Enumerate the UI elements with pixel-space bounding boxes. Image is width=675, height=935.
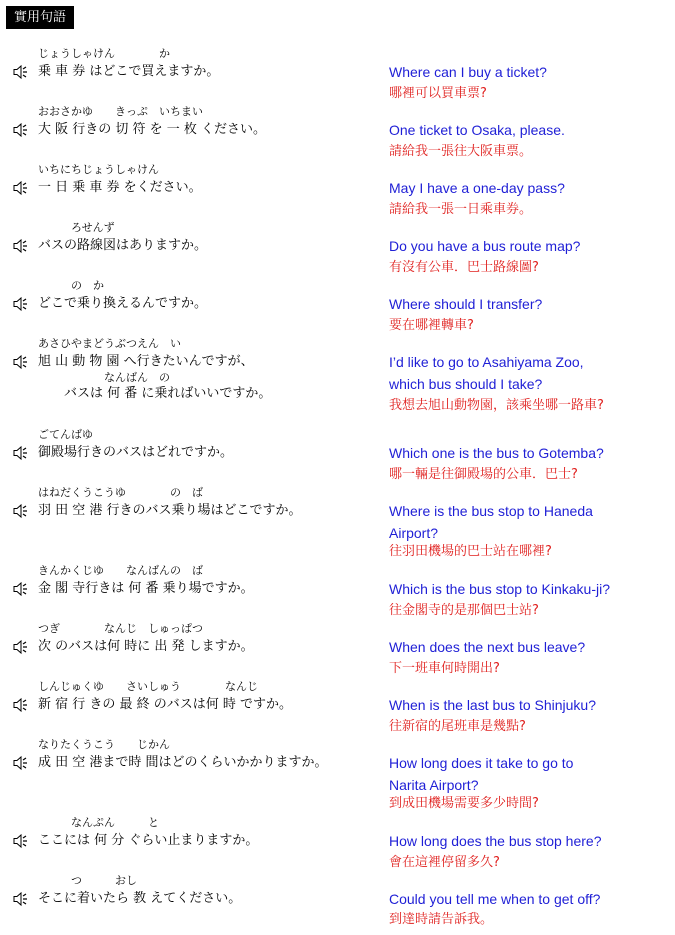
furigana: きんかくじゆ なんばんの ば: [38, 564, 203, 577]
page-title: 實用句語: [6, 6, 74, 29]
japanese-phrase: 大 阪 行きの 切 符 を 一 枚 ください。: [38, 122, 267, 137]
japanese-phrase: 羽 田 空 港 行きのバス乗り場はどこですか。: [38, 503, 302, 518]
speaker-icon[interactable]: [12, 697, 28, 713]
speaker-icon[interactable]: [12, 354, 28, 370]
english-line: Could you tell me when to get off?: [389, 891, 601, 907]
english-line: Narita Airport?: [389, 777, 479, 793]
english-line: Do you have a bus route map?: [389, 238, 581, 254]
chinese-translation: 哪裡可以買車票?: [389, 86, 487, 101]
english-line: One ticket to Osaka, please.: [389, 122, 565, 138]
japanese-phrase: 新 宿 行 きの 最 終 のバスは何 時 ですか。: [38, 697, 293, 712]
chinese-translation: 往羽田機場的巴士站在哪裡?: [389, 544, 552, 559]
chinese-translation: 往新宿的尾班車是幾點?: [389, 719, 526, 734]
chinese-translation: 會在這裡停留多久?: [389, 855, 500, 870]
speaker-icon[interactable]: [12, 64, 28, 80]
japanese-phrase: バスは 何 番 に乗ればいいですか。: [38, 386, 272, 401]
furigana: の か: [38, 279, 104, 292]
chinese-translation: 到成田機場需要多少時間?: [389, 796, 539, 811]
japanese-phrase: 旭 山 動 物 園 へ行きたいんですが、: [38, 354, 254, 369]
chinese-translation: 哪一輛是往御殿場的公車．巴士?: [389, 467, 578, 482]
speaker-icon[interactable]: [12, 581, 28, 597]
speaker-icon[interactable]: [12, 296, 28, 312]
chinese-translation: 往金閣寺的是那個巴士站?: [389, 603, 539, 618]
japanese-phrase: 一 日 乗 車 券 をください。: [38, 180, 202, 195]
furigana: はねだくうこうゆ の ば: [38, 486, 203, 499]
furigana: じょうしゃけん か: [38, 47, 170, 60]
furigana: あさひやまどうぶつえん い: [38, 337, 181, 350]
furigana: つ おし: [38, 874, 137, 887]
english-line: How long does it take to go to: [389, 755, 574, 771]
chinese-translation: 到達時請告訴我。: [389, 912, 494, 927]
furigana: つぎ なんじ しゅっぱつ: [38, 622, 203, 635]
chinese-translation: 有沒有公車．巴士路線圖?: [389, 260, 539, 275]
english-line: Which one is the bus to Gotemba?: [389, 445, 604, 461]
chinese-translation: 下一班車何時開出?: [389, 661, 500, 676]
furigana: なんぷん と: [38, 816, 159, 829]
japanese-phrase: どこで乗り換えるんですか。: [38, 296, 208, 311]
japanese-phrase: ここには 何 分 ぐらい止まりますか。: [38, 833, 259, 848]
english-line: which bus should I take?: [389, 376, 543, 392]
speaker-icon[interactable]: [12, 639, 28, 655]
chinese-translation: 要在哪裡轉車?: [389, 318, 474, 333]
english-line: When is the last bus to Shinjuku?: [389, 697, 597, 713]
japanese-phrase: 御殿場行きのバスはどれですか。: [38, 445, 234, 460]
english-line: Where can I buy a ticket?: [389, 64, 547, 80]
furigana: なりたくうこう じかん: [38, 738, 170, 751]
english-line: Which is the bus stop to Kinkaku-ji?: [389, 581, 610, 597]
japanese-phrase: バスの路線図はありますか。: [38, 238, 208, 253]
speaker-icon[interactable]: [12, 755, 28, 771]
japanese-phrase: 金 閣 寺行きは 何 番 乗り場ですか。: [38, 581, 254, 596]
japanese-phrase: 次 のバスは何 時に 出 発 しますか。: [38, 639, 254, 654]
chinese-translation: 我想去旭山動物園，該乘坐哪一路車?: [389, 398, 604, 413]
speaker-icon[interactable]: [12, 122, 28, 138]
speaker-icon[interactable]: [12, 833, 28, 849]
chinese-translation: 請給我一張往大阪車票。: [389, 144, 533, 159]
chinese-translation: 請給我一張一日乘車券。: [389, 202, 533, 217]
furigana: ろせんず: [38, 221, 115, 234]
furigana: なんばん の: [38, 371, 170, 384]
speaker-icon[interactable]: [12, 180, 28, 196]
furigana: ごてんばゆ: [38, 428, 93, 441]
english-line: When does the next bus leave?: [389, 639, 586, 655]
english-line: Where should I transfer?: [389, 296, 543, 312]
speaker-icon[interactable]: [12, 445, 28, 461]
english-line: Where is the bus stop to Haneda: [389, 503, 593, 519]
english-line: I’d like to go to Asahiyama Zoo,: [389, 354, 584, 370]
english-line: May I have a one-day pass?: [389, 180, 565, 196]
furigana: いちにちじょうしゃけん: [38, 163, 159, 176]
speaker-icon[interactable]: [12, 891, 28, 907]
furigana: しんじゅくゆ さいしゅう なんじ: [38, 680, 258, 693]
japanese-phrase: 成 田 空 港まで時 間はどのくらいかかりますか。: [38, 755, 328, 770]
furigana: おおさかゆ きっぷ いちまい: [38, 105, 203, 118]
english-line: How long does the bus stop here?: [389, 833, 602, 849]
japanese-phrase: そこに着いたら 教 えてください。: [38, 891, 242, 906]
japanese-phrase: 乗 車 券 はどこで買えますか。: [38, 64, 220, 79]
english-line: Airport?: [389, 525, 439, 541]
speaker-icon[interactable]: [12, 503, 28, 519]
speaker-icon[interactable]: [12, 238, 28, 254]
